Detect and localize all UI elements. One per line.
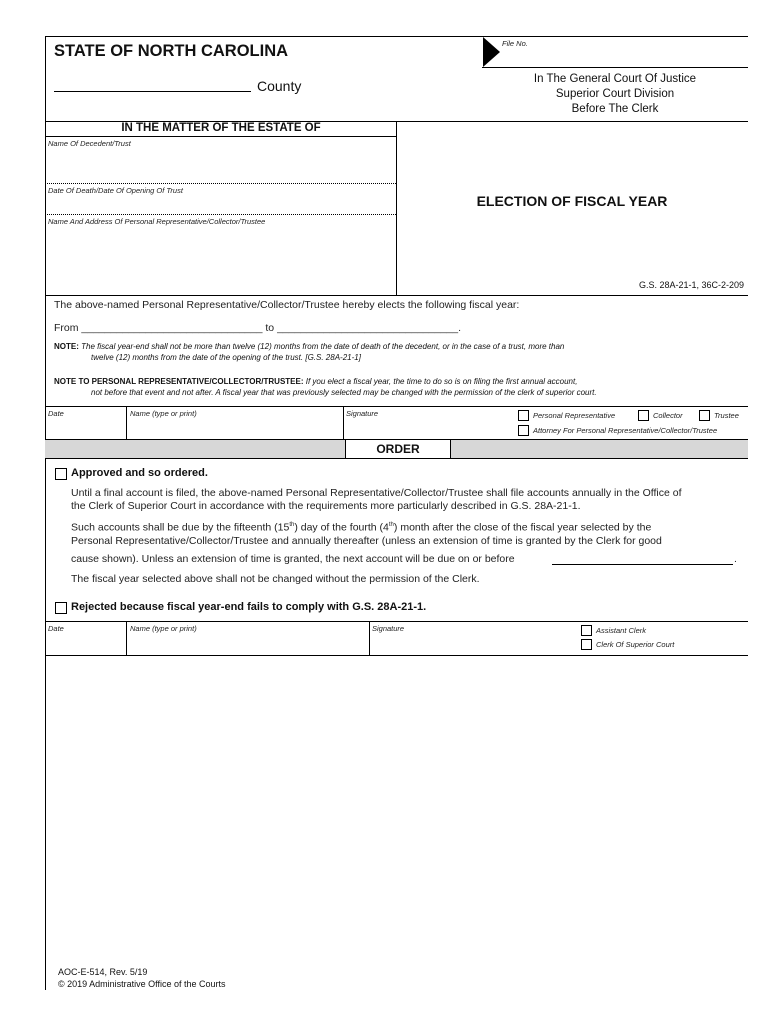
form-number: AOC-E-514, Rev. 5/19: [58, 967, 148, 977]
sign1-top-line: [45, 406, 748, 407]
estate-heading-line: [45, 136, 396, 137]
to-label: to: [265, 322, 275, 334]
clerk-label: Clerk Of Superior Court: [596, 640, 675, 649]
statute-ref: G.S. 28A-21-1, 36C-2-209: [638, 280, 744, 290]
p2-sup-2: th: [388, 522, 394, 528]
form-title: ELECTION OF FISCAL YEAR: [476, 193, 668, 209]
from-label: From: [54, 322, 79, 334]
assistant-clerk-checkbox[interactable]: [581, 625, 592, 636]
trustee-checkbox[interactable]: [699, 410, 710, 421]
date-of-death-label: Date Of Death/Date Of Opening Of Trust: [48, 186, 183, 195]
next-account-date-field[interactable]: [552, 564, 733, 565]
decedent-field[interactable]: [45, 183, 396, 184]
note-line-1: The fiscal year-end shall not be more than twelve (12) months from the date of death of the decedent, or in the case of a trust, more than: [81, 342, 565, 351]
copyright: © 2019 Administrative Office of the Courts: [58, 979, 226, 989]
attorney-checkbox[interactable]: [518, 425, 529, 436]
court-line-3: Before The Clerk: [571, 103, 659, 115]
sign1-signature-label: Signature: [346, 409, 379, 418]
p2-text-c: ) month after the close of the fiscal year selected by the: [393, 521, 652, 534]
sign2-divider-1: [126, 621, 127, 655]
p2-sup-1: th: [289, 522, 295, 528]
personal-rep-checkbox[interactable]: [518, 410, 529, 421]
rep-address-label: Name And Address Of Personal Representative/Collector/Trustee: [48, 217, 266, 226]
assistant-clerk-label: Assistant Clerk: [596, 626, 647, 635]
from-date-field[interactable]: _______________________________: [81, 322, 263, 334]
rejected-checkbox[interactable]: [55, 602, 67, 614]
p1-line-2: the Clerk of Superior Court in accordance with the requirements more particularly described in G.S. 28A-21-1.: [71, 500, 581, 512]
note2-line-2: not before that event and not after. A fiscal year that was previously selected may be changed with the permission of the clerk of superior court.: [91, 388, 597, 397]
order-paragraph-1: [71, 487, 682, 513]
note-1: [54, 342, 564, 351]
note2-line-1: If you elect a fiscal year, the time to do so is on filing the first annual account,: [305, 377, 578, 386]
sign1-divider-2: [343, 406, 344, 439]
to-date-field[interactable]: _______________________________.: [277, 322, 462, 334]
file-no-label: File No.: [502, 39, 528, 48]
note-2: [54, 377, 577, 386]
collector-label: Collector: [653, 411, 683, 420]
election-statement: The above-named Personal Representative/Collector/Trustee hereby elects the following fiscal year:: [54, 299, 520, 311]
footer: [58, 966, 226, 990]
county-label: County: [257, 78, 302, 94]
p2-line-1: [71, 519, 662, 535]
top-border: [45, 36, 748, 37]
rejected-label: Rejected because fiscal year-end fails to comply with G.S. 28A-21-1.: [71, 601, 427, 613]
sign2-divider-2: [369, 621, 370, 655]
court-line-2: Superior Court Division: [555, 88, 675, 100]
sign2-bottom-line: [45, 655, 748, 656]
file-no-field[interactable]: [482, 67, 748, 68]
order-paragraph-2: [71, 519, 662, 548]
p1-line-1: Until a final account is filed, the above-named Personal Representative/Collector/Trustee shall file accounts annually in the Office of: [71, 487, 682, 499]
fiscal-year-row: [54, 322, 461, 334]
sign2-date-label: Date: [48, 624, 64, 633]
approved-checkbox[interactable]: [55, 468, 67, 480]
note-label: NOTE:: [54, 342, 79, 351]
left-border: [45, 36, 46, 990]
date-of-death-field[interactable]: [45, 214, 396, 215]
p2-text-b: ) day of the fourth (4: [294, 521, 389, 534]
estate-bottom-line: [45, 295, 748, 296]
state-title: STATE OF NORTH CAROLINA: [54, 42, 289, 60]
sign2-top-line: [45, 621, 748, 622]
order-paragraph-3: The fiscal year selected above shall not be changed without the permission of the Clerk.: [71, 573, 480, 585]
note-line-2: twelve (12) months from the date of the opening of the trust. [G.S. 28A-21-1]: [91, 353, 361, 362]
period-mark: .: [734, 553, 737, 565]
decedent-label: Name Of Decedent/Trust: [48, 139, 131, 148]
sign2-signature-label: Signature: [372, 624, 405, 633]
approved-label: Approved and so ordered.: [71, 467, 208, 479]
note2-label: NOTE TO PERSONAL REPRESENTATIVE/COLLECTOR/TRUSTEE:: [54, 377, 304, 386]
clerk-checkbox[interactable]: [581, 639, 592, 650]
sign2-name-label: Name (type or print): [130, 624, 197, 633]
court-line-1: In The General Court Of Justice: [533, 73, 697, 85]
estate-heading: IN THE MATTER OF THE ESTATE OF: [121, 122, 321, 134]
p2-line-3: cause shown). Unless an extension of time is granted, the next account will be due on or before: [71, 553, 515, 565]
order-heading: ORDER: [345, 439, 451, 459]
personal-rep-label: Personal Representative: [533, 411, 616, 420]
file-marker-icon: [482, 36, 502, 68]
p2-line-2: Personal Representative/Collector/Trustee and annually thereafter (unless an extension of time is granted by the Clerk for good: [71, 534, 662, 547]
county-field[interactable]: [54, 91, 251, 92]
trustee-label: Trustee: [714, 411, 739, 420]
sign1-name-label: Name (type or print): [130, 409, 197, 418]
attorney-label: Attorney For Personal Representative/Collector/Trustee: [533, 426, 718, 435]
sign1-date-label: Date: [48, 409, 64, 418]
sign1-divider-1: [126, 406, 127, 439]
p2-text-a: Such accounts shall be due by the fifteenth (15: [71, 521, 290, 534]
court-block: [490, 72, 740, 117]
collector-checkbox[interactable]: [638, 410, 649, 421]
